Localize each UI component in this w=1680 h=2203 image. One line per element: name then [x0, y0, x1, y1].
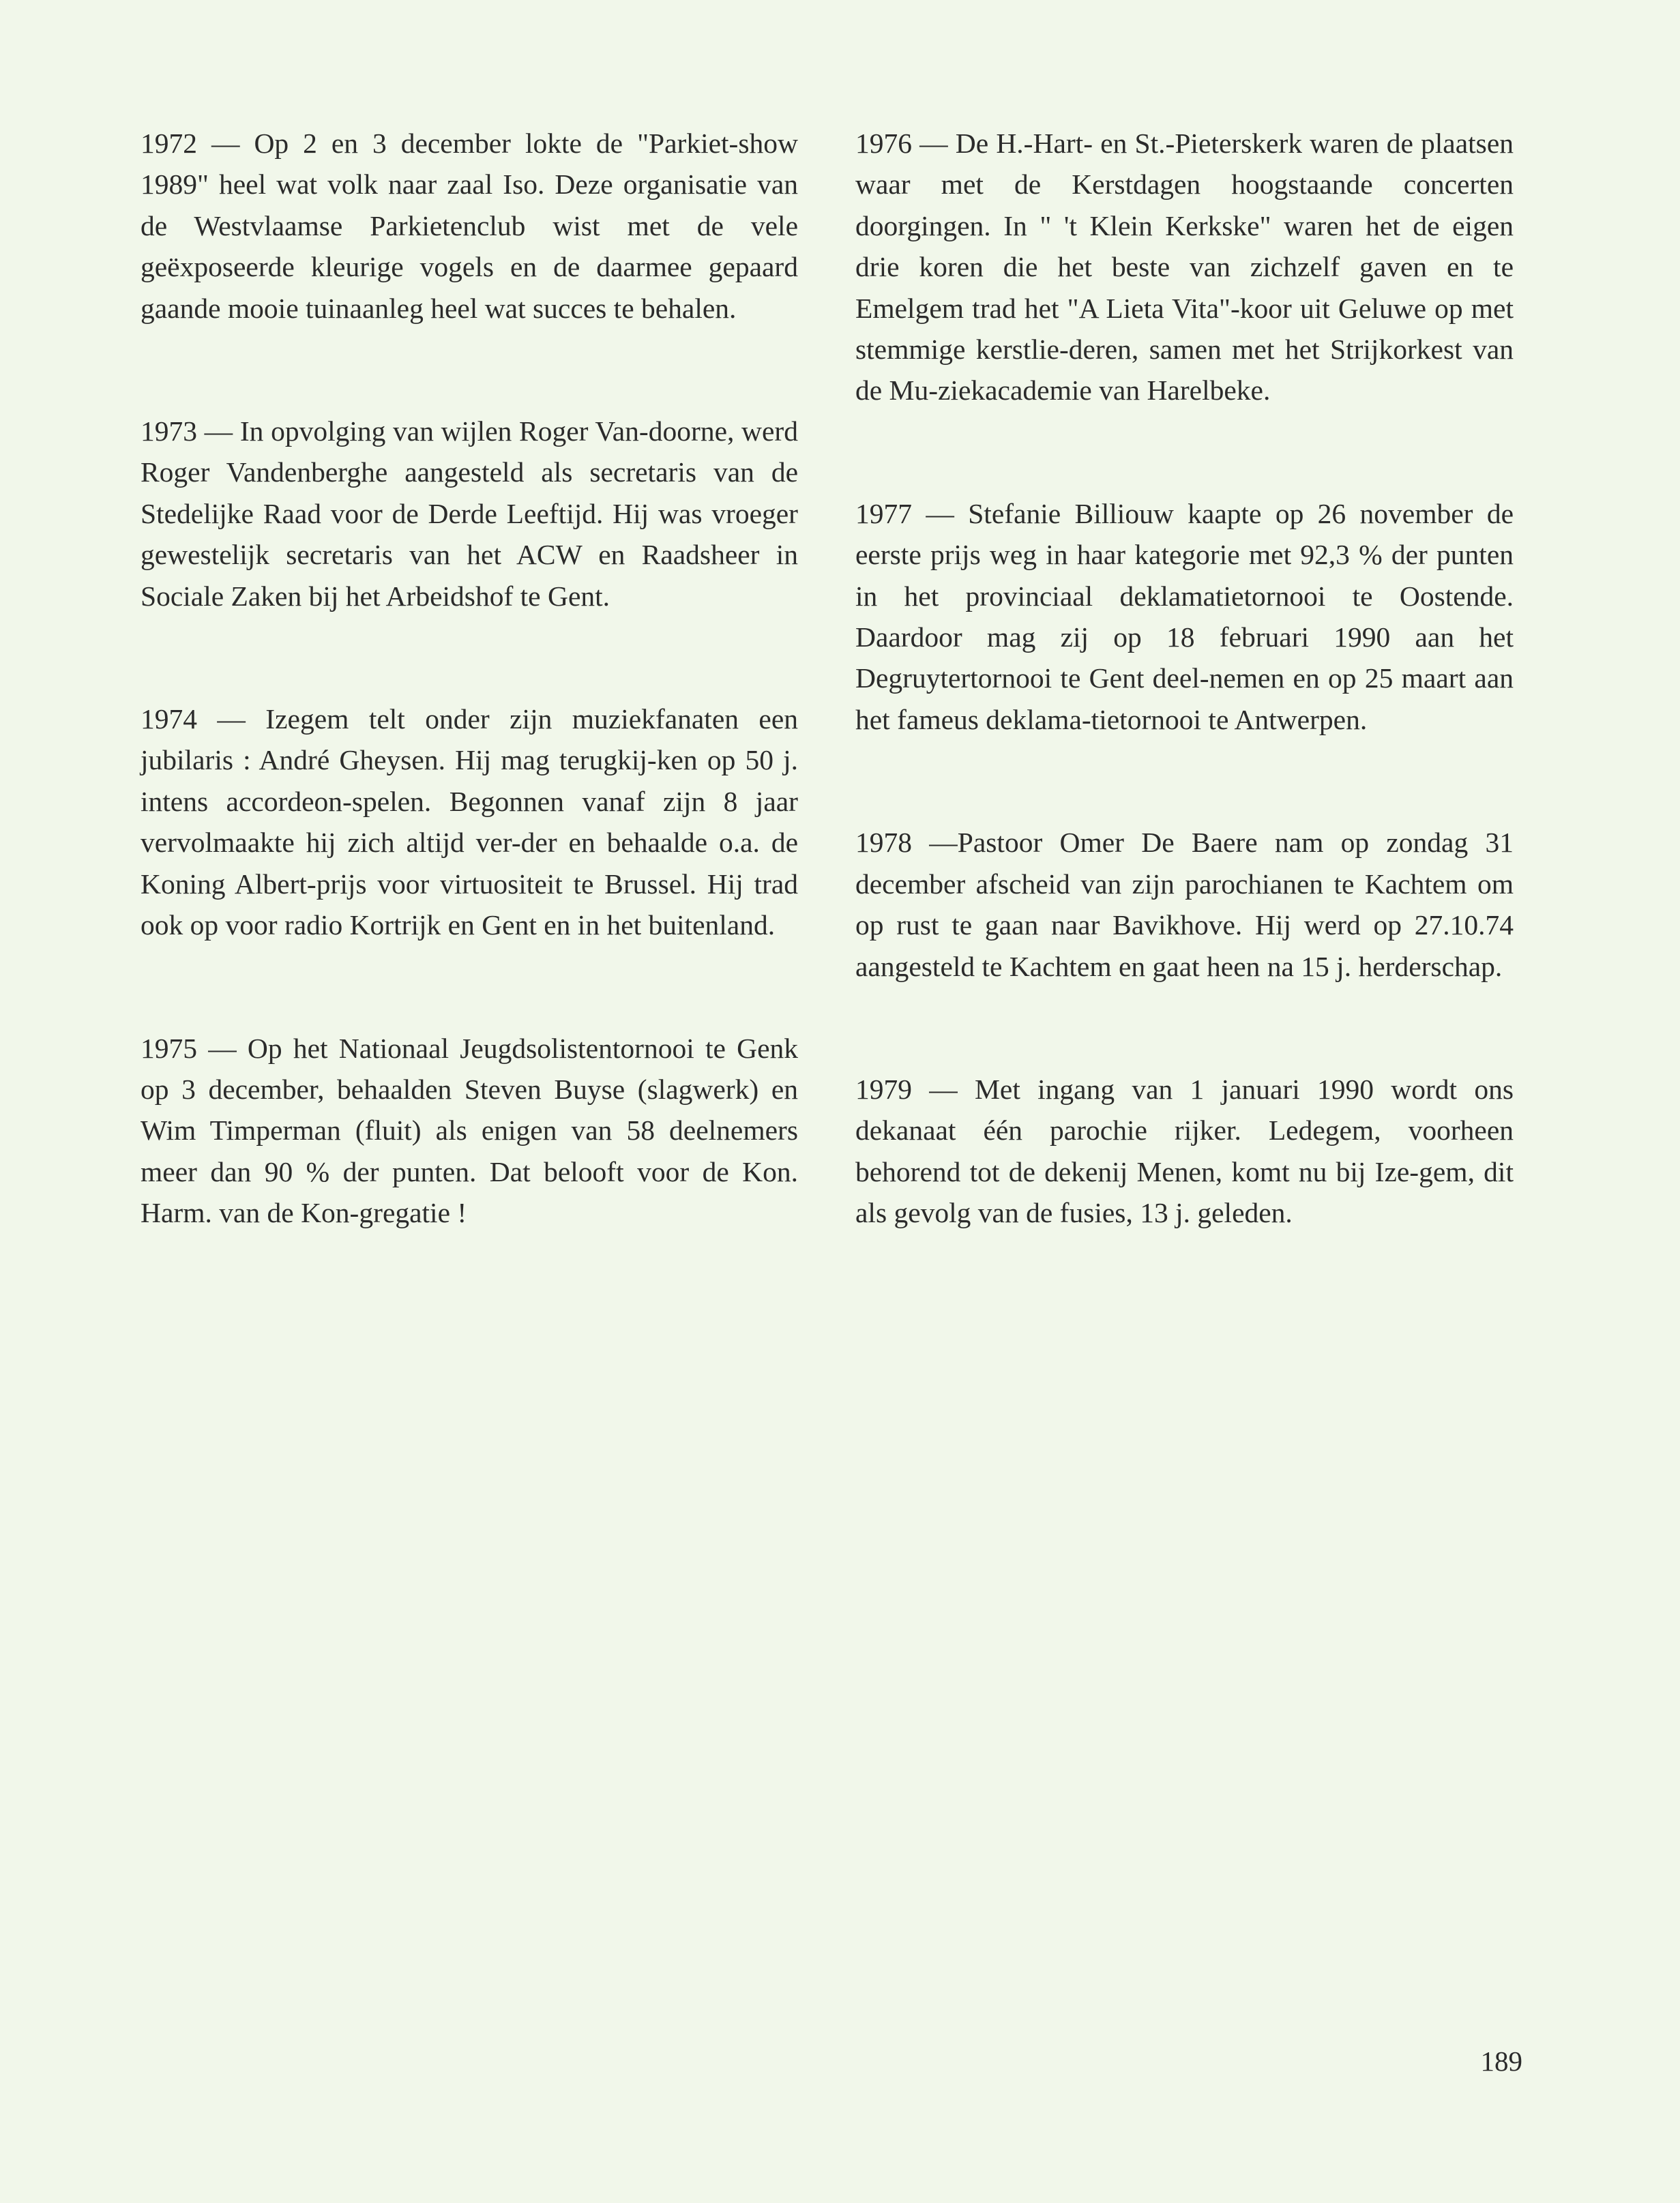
page-number: 189 — [1480, 2045, 1522, 2077]
entry-1978: 1978 —Pastoor Omer De Baere nam op zondag 31 december afscheid van zijn parochianen te Kachtem om op rust te gaan naar Bavikhove. Hij werd op 27.10.74 aangesteld te Kachtem en gaat heen na 15 j. herderschap. — [855, 827, 1514, 982]
entry-1974: 1974 — Izegem telt onder zijn muziekfanaten een jubilaris : André Gheysen. Hij mag terugkij-ken op 50 j. intens accordeon-spelen. Begonnen vanaf zijn 8 jaar vervolmaakte hij zich altijd ver-der en behaalde o.a. de Koning Albert-prijs voor virtuositeit te Brussel. Hij trad ook op voor radio Kortrijk en Gent en in het buitenland. — [141, 703, 798, 941]
entry-1976: 1976 — De H.-Hart- en St.-Pieterskerk waren de plaatsen waar met de Kerstdagen hoogstaande concerten doorgingen. In " 't Klein Kerkske" waren het de eigen drie koren die het beste van zichzelf gaven en te Emelgem trad het "A Lieta Vita"-koor uit Geluwe op met stemmige kerstlie-deren, samen met het Strijkorkest van de Mu-ziekacademie van Harelbeke. — [855, 128, 1514, 406]
left-column — [141, 123, 798, 1316]
entry-1977: 1977 — Stefanie Billiouw kaapte op 26 november de eerste prijs weg in haar kategorie met 92,3 % der punten in het provinciaal deklamatietornooi te Oostende. Daardoor mag zij op 18 februari 1990 aan het Degruytertornooi te Gent deel-nemen en op 25 maart aan het fameus deklama-tietornooi te Antwerpen. — [855, 497, 1514, 735]
entry-1979: 1979 — Met ingang van 1 januari 1990 wordt ons dekanaat één parochie rijker. Ledegem, voorheen behorend tot de dekenij Menen, komt nu bij Ize-gem, dit als gevolg van de fusies, 13 j. geleden. — [855, 1073, 1514, 1229]
entry-1972: 1972 — Op 2 en 3 december lokte de "Parkiet-show 1989" heel wat volk naar zaal Iso. Deze organisatie van de Westvlaamse Parkietenclub wist met de vele geëxposeerde kleurige vogels en de daarmee gepaard gaande mooie tuinaanleg heel wat succes te behalen. — [141, 128, 798, 324]
entry-1975: 1975 — Op het Nationaal Jeugdsolistentornooi te Genk op 3 december, behaalden Steven Buyse (slagwerk) en Wim Timperman (fluit) als enigen van 58 deelnemers meer dan 90 % der punten. Dat belooft voor de Kon. Harm. van de Kon-gregatie ! — [141, 1032, 798, 1229]
right-column — [855, 123, 1514, 1316]
entry-1973: 1973 — In opvolging van wijlen Roger Van-doorne, werd Roger Vandenberghe aangesteld als secretaris van de Stedelijke Raad voor de Derde Leeftijd. Hij was vroeger gewestelijk secretaris van het ACW en Raadsheer in Sociale Zaken bij het Arbeidshof te Gent. — [141, 415, 798, 612]
